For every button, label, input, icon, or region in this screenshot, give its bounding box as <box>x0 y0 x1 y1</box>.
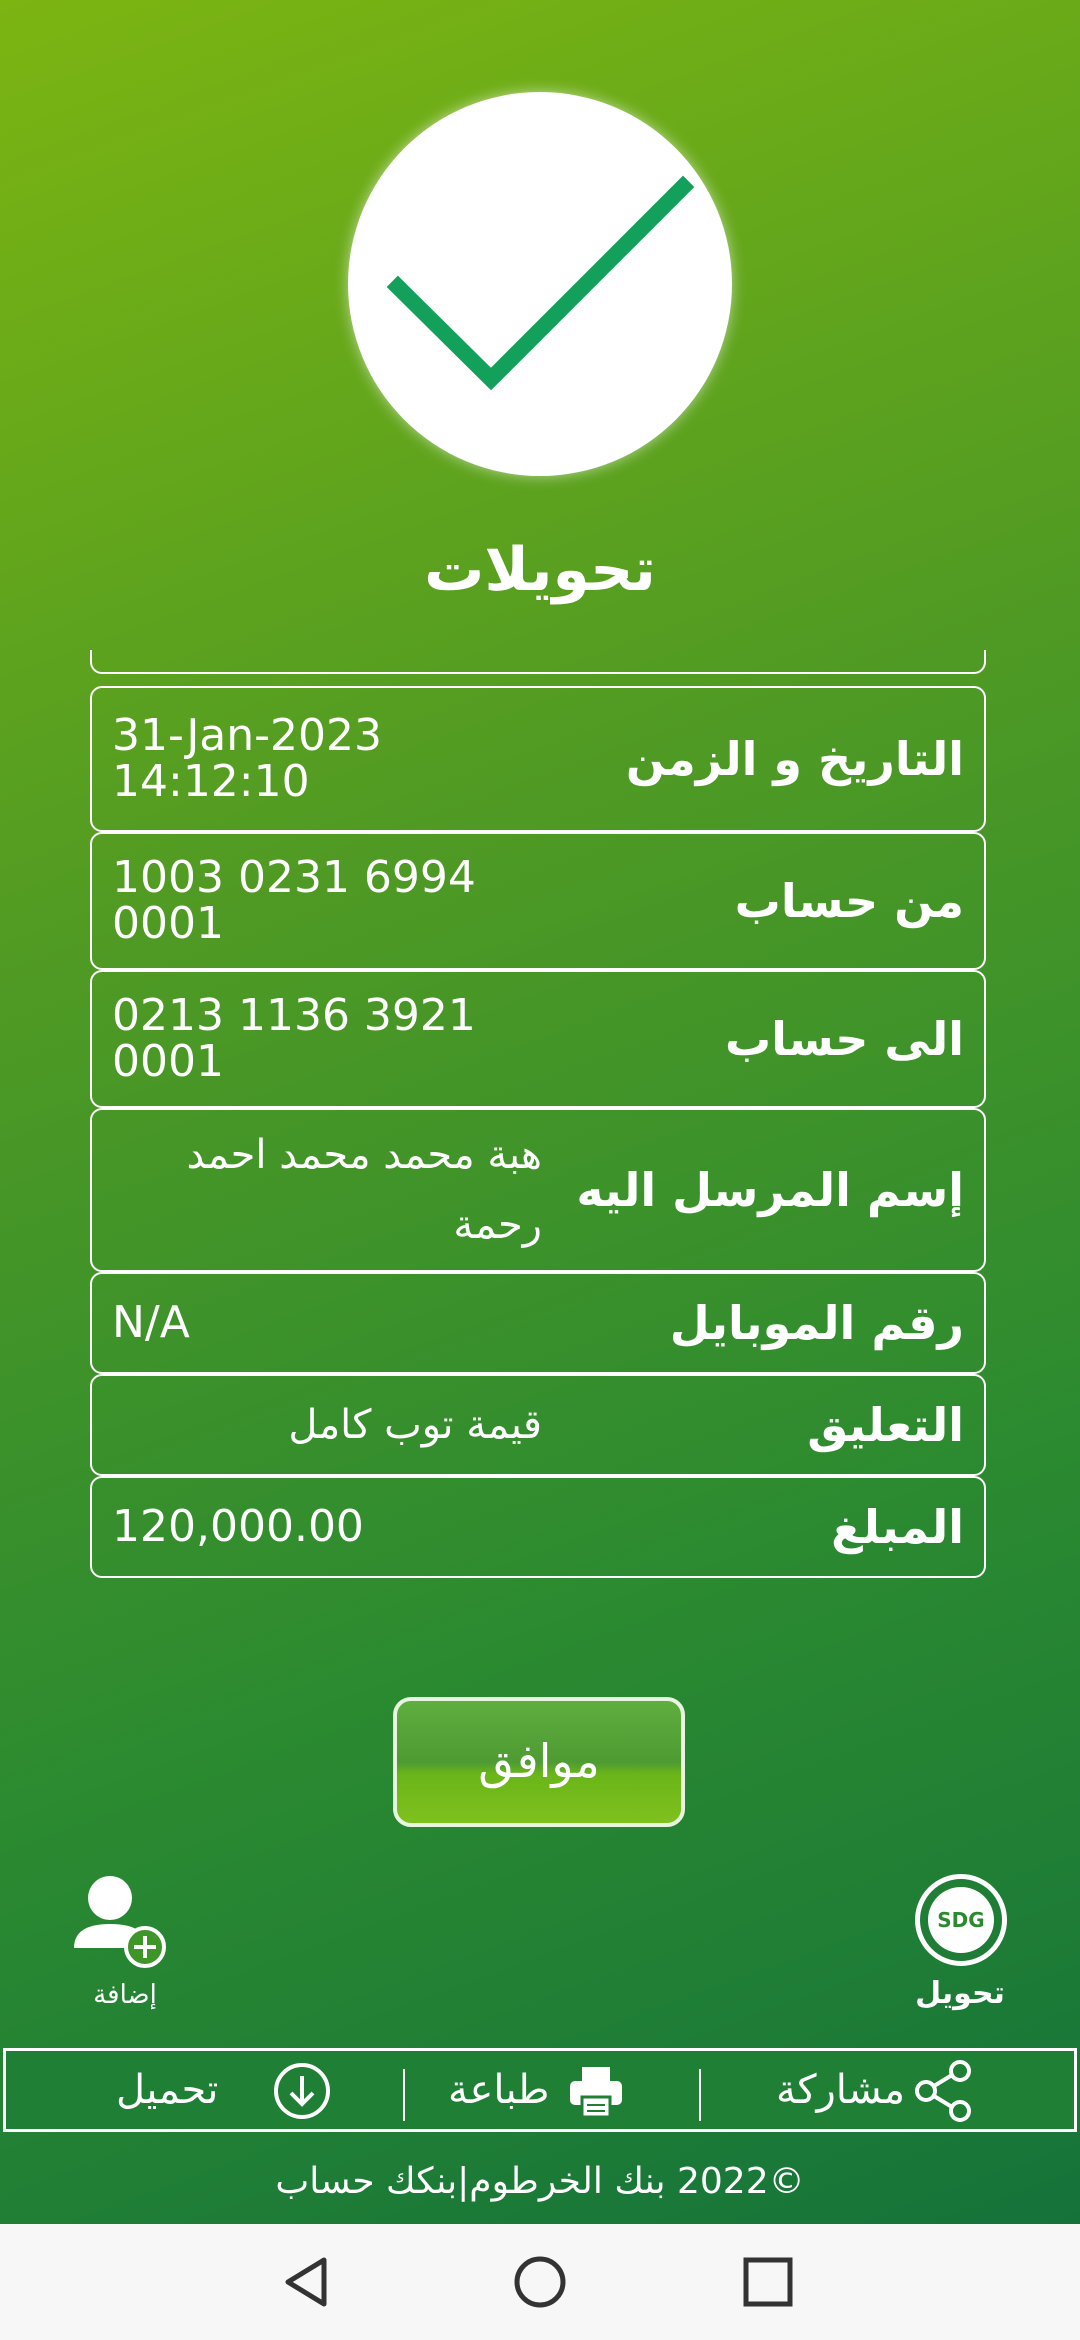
action-bar <box>3 2048 1077 2132</box>
transfer-label: تحويل <box>915 1976 1005 2011</box>
detail-row-from-account <box>90 832 986 970</box>
page-title: تحويلات <box>424 535 656 605</box>
detail-row-clipped <box>90 650 986 674</box>
detail-label: الى حساب <box>724 1012 964 1066</box>
download-label: تحميل <box>116 2067 219 2113</box>
transfer-shortcut-button[interactable] <box>905 1868 1015 2018</box>
detail-value: قيمة توب كامل <box>288 1402 542 1448</box>
detail-value: N/A <box>112 1297 190 1348</box>
divider <box>699 2069 701 2121</box>
success-badge <box>348 92 732 476</box>
footer-copyright: ©2022 بنك الخرطوم|بنكك حساب <box>275 2161 805 2202</box>
divider <box>403 2069 405 2121</box>
transaction-details-list[interactable] <box>90 650 990 1580</box>
system-navigation-bar <box>0 2224 1080 2340</box>
detail-value: 120,000.00 <box>112 1501 364 1552</box>
detail-label: رقم الموبايل <box>669 1296 964 1350</box>
share-icon <box>912 2059 976 2123</box>
detail-row-mobile <box>90 1272 986 1374</box>
printer-icon <box>566 2061 626 2121</box>
checkmark-icon <box>348 92 732 476</box>
detail-row-to-account <box>90 970 986 1108</box>
back-icon[interactable] <box>280 2254 336 2310</box>
detail-label: المبلغ <box>831 1500 964 1554</box>
detail-row-amount <box>90 1476 986 1578</box>
ok-button[interactable]: موافق <box>393 1697 685 1827</box>
detail-label: من حساب <box>734 874 964 928</box>
detail-row-recipient-name <box>90 1108 986 1272</box>
print-button[interactable] <box>448 2051 648 2129</box>
download-icon <box>272 2061 332 2121</box>
detail-value: 0213 1136 3921 0001 <box>112 990 476 1087</box>
detail-value: 31-Jan-2023 14:12:10 <box>112 710 382 807</box>
sdg-currency-icon: SDG <box>915 1874 1007 1966</box>
detail-label: التاريخ و الزمن <box>625 732 964 786</box>
detail-label: إسم المرسل اليه <box>576 1163 964 1217</box>
share-button[interactable] <box>776 2051 986 2129</box>
detail-row-comment <box>90 1374 986 1476</box>
home-icon[interactable] <box>512 2254 568 2310</box>
download-button[interactable] <box>116 2051 356 2129</box>
share-label: مشاركة <box>776 2067 906 2113</box>
detail-value: هبة محمد محمد احمد رحمة <box>186 1132 542 1248</box>
detail-label: التعليق <box>807 1398 964 1452</box>
detail-row-datetime <box>90 686 986 832</box>
print-label: طباعة <box>448 2067 550 2113</box>
add-user-icon <box>70 1872 170 1972</box>
add-label: إضافة <box>93 1980 157 2010</box>
add-beneficiary-button[interactable] <box>70 1872 180 2012</box>
recents-icon[interactable] <box>740 2254 796 2310</box>
detail-value: 1003 0231 6994 0001 <box>112 852 476 949</box>
